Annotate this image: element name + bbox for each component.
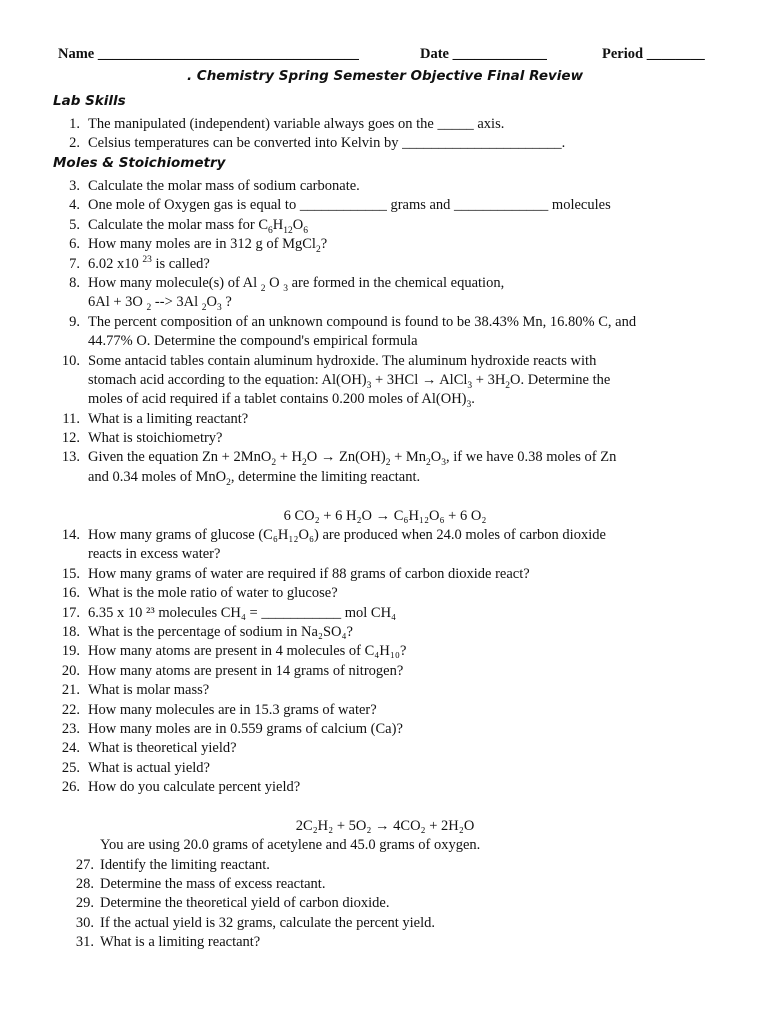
list-item: 19. How many atoms are present in 4 molecules of C₄H₁₀? [61,643,407,660]
list-item-cont: reacts in excess water? [88,546,221,563]
list-item: 29. Determine the theoretical yield of carbon dioxide. [75,895,390,912]
list-item: 23. How many moles are in 0.559 grams of calcium (Ca)? [61,720,403,737]
problem-intro: You are using 20.0 grams of acetylene and 45.0 grams of oxygen. [100,837,481,854]
page-title: . Chemistry Spring Semester Objective Final Review [186,68,584,84]
list-item-cont: 6Al + 3O $_2$ --> 3Al $_2O_3$ ? [88,294,232,314]
list-item: 26. How do you calculate percent yield? [61,779,301,796]
list-item-cont: stomach acid according to the equation: $Al(OH)_3 + 3HCl$ → AlCl$_3$ + $3H_2O$. Determine the [88,371,611,391]
list-item: 7. 6.02 x10 $^{23}$ is called? [69,254,210,272]
list-item: 21. What is molar mass? [61,682,210,699]
lab-list [0,115,770,154]
list-item: 4. One mole of Oxygen gas is equal to ____________ grams and _____________ molecules [69,197,611,214]
header [0,46,770,66]
list-item: 9. The percent composition of an unknown compound is found to be 38.43% Mn, 16.80% C, and [69,313,637,330]
list-item: 20. How many atoms are present in 14 grams of nitrogen? [61,662,404,679]
list-item: 2. Celsius temperatures can be converted into Kelvin by ______________________. [69,135,566,152]
list-item: 30. If the actual yield is 32 grams, calculate the percent yield. [75,914,435,931]
list-item: 28. Determine the mass of excess reactant. [75,876,326,893]
section-moles-stoichiometry: Moles & Stoichiometry [53,155,226,171]
question-list [0,177,770,953]
list-item-cont: 44.77% O. Determine the compound's empirical formula [88,333,418,350]
section-lab-skills: Lab Skills [53,93,126,109]
list-item: 27. Identify the limiting reactant. [75,856,270,873]
list-item: 5. Calculate the molar mass for $C_6H_{12}O_6$ [69,216,308,236]
list-item-cont: and 0.34 moles of MnO$_2$, determine the limiting reactant. [88,468,421,488]
list-item: 1. The manipulated (independent) variable always goes on the _____ axis. [69,116,505,132]
name-field: Name ____________________________________ [58,46,359,62]
list-item: 16. What is the mole ratio of water to glucose? [61,585,338,602]
list-item: 13. Given the equation $Zn + 2MnO_2 + H_2O \to Zn(OH)_2 + Mn_2O_3$, if we have 0.38 moles of Zn [61,449,617,469]
equation-acetylene: 2C₂H₂ + 5O₂ → 4CO₂ + 2H₂O [295,817,475,834]
list-item: 15. How many grams of water are required if 88 grams of carbon dioxide react? [61,565,530,582]
period-field: Period ________ [602,46,705,62]
list-item: 18. What is the percentage of sodium in Na₂SO₄? [61,623,353,640]
list-item: 11. What is a limiting reactant? [62,410,249,427]
list-item: 17. 6.35 x 10 ²³ molecules CH₄ = ___________ mol CH₄ [61,604,397,621]
date-field: Date _____________ [420,46,547,62]
list-item: 3. Calculate the molar mass of sodium carbonate. [69,178,360,194]
list-item: 25. What is actual yield? [61,759,210,776]
list-item: 22. How many molecules are in 15.3 grams of water? [61,701,377,718]
list-item: 8. How many molecule(s) of Al $_2$ O $_3$ are formed in the chemical equation, [69,274,505,294]
list-item: 10. Some antacid tables contain aluminum hydroxide. The aluminum hydroxide reacts with [61,352,597,369]
list-item: 12. What is stoichiometry? [61,430,223,447]
list-item: 31. What is a limiting reactant? [75,934,261,951]
list-item-cont: moles of acid required if a tablet contains 0.200 moles of $Al(OH)_3$. [88,391,475,411]
list-item: 24. What is theoretical yield? [61,740,237,757]
list-item: 14. How many grams of glucose (C₆H₁₂O₆) are produced when 24.0 moles of carbon dioxide [61,527,606,544]
equation-photosynthesis: 6 CO₂ + 6 H₂O → C₆H₁₂O₆ + 6 O₂ [283,507,487,524]
list-item: 6. How many moles are in 312 g of MgCl$_2$? [69,236,328,256]
